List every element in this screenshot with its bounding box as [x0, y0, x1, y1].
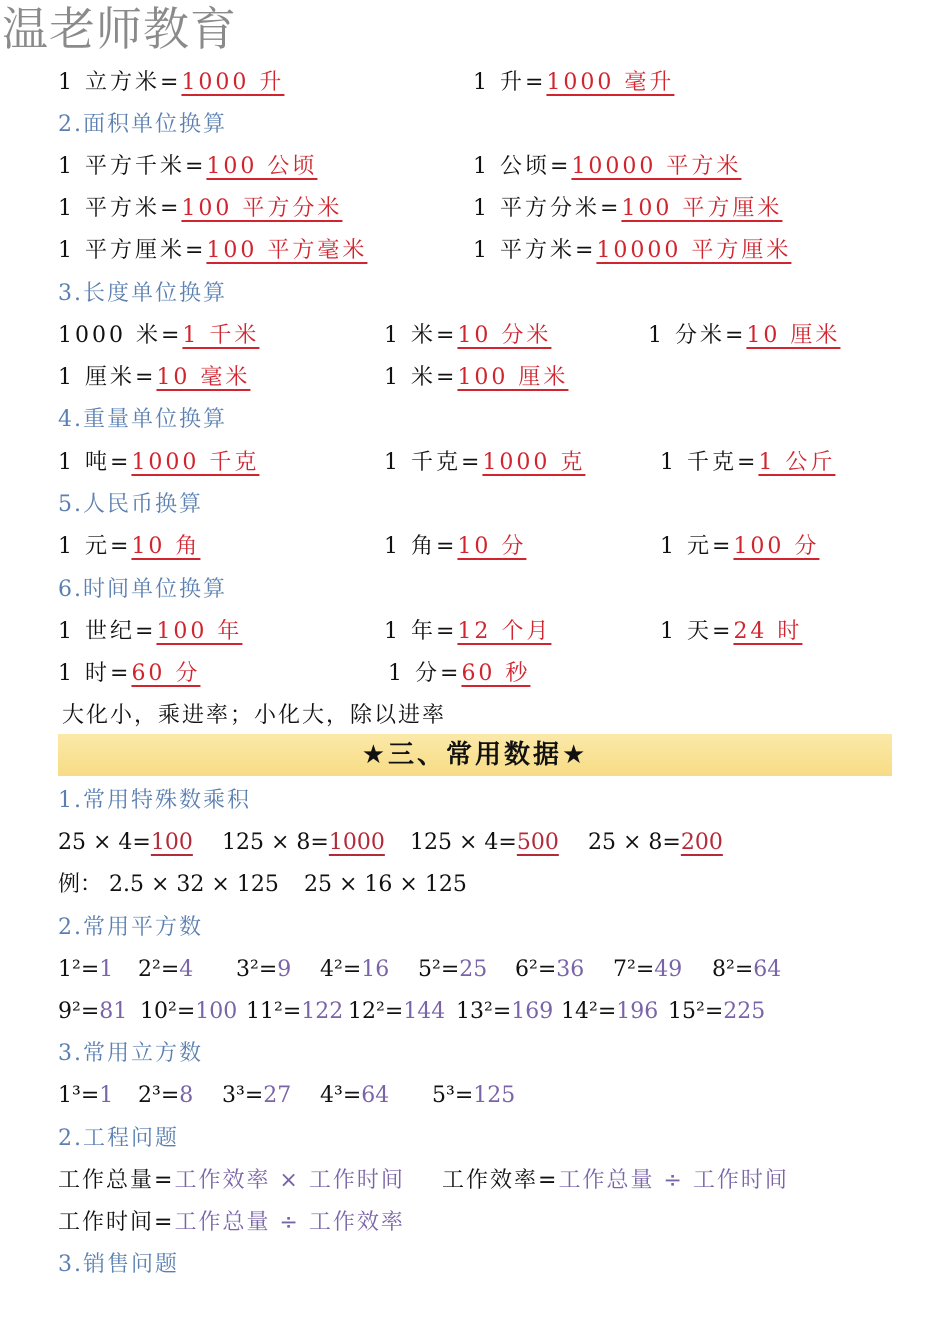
conversion-volume-2: 1 升=1000 毫升	[473, 70, 675, 95]
section-heading-time: 6.时间单位换算	[58, 577, 227, 602]
conversion-time-1: 1 世纪=100 年	[58, 619, 243, 644]
cube-4: 4³=64	[320, 1083, 390, 1108]
square-3: 3²=9	[236, 957, 292, 982]
section-heading-sales: 3.销售问题	[58, 1252, 179, 1277]
work-formula-2: 工作效率=工作总量 ÷ 工作时间	[442, 1168, 789, 1193]
square-5: 5²=25	[418, 957, 488, 982]
product-2: 125 × 8=1000	[222, 830, 385, 855]
conversion-area-3: 1 平方米=100 平方分米	[58, 196, 343, 221]
answer: 1000 毫升	[546, 70, 675, 95]
square-1: 1²=1	[58, 957, 114, 982]
section-heading-squares: 2.常用平方数	[58, 915, 203, 940]
conversion-rmb-1: 1 元=10 角	[58, 534, 201, 559]
conversion-rmb-3: 1 元=100 分	[660, 534, 820, 559]
answer: 1000 升	[181, 70, 285, 95]
square-15: 15²=225	[668, 999, 766, 1024]
product-3: 125 × 4=500	[410, 830, 559, 855]
conversion-length-4: 1 厘米=10 毫米	[58, 365, 251, 390]
square-4: 4²=16	[320, 957, 390, 982]
square-7: 7²=49	[613, 957, 683, 982]
conversion-rmb-2: 1 角=10 分	[384, 534, 527, 559]
conversion-area-6: 1 平方米=10000 平方厘米	[473, 238, 792, 263]
cube-3: 3³=27	[222, 1083, 292, 1108]
section-heading-cubes: 3.常用立方数	[58, 1041, 203, 1066]
product-4: 25 × 8=200	[588, 830, 723, 855]
square-9: 9²=81	[58, 999, 128, 1024]
square-8: 8²=64	[712, 957, 782, 982]
section-heading-area: 2.面积单位换算	[58, 112, 227, 137]
square-13: 13²=169	[456, 999, 554, 1024]
cube-1: 1³=1	[58, 1083, 114, 1108]
square-11: 11²=122	[246, 999, 344, 1024]
conversion-area-1: 1 平方千米=100 公顷	[58, 154, 318, 179]
square-12: 12²=144	[348, 999, 446, 1024]
work-formula-3: 工作时间=工作总量 ÷ 工作效率	[58, 1210, 405, 1235]
conversion-rule: 大化小，乘进率；小化大，除以进率	[62, 703, 447, 728]
conversion-area-4: 1 平方分米=100 平方厘米	[473, 196, 783, 221]
conversion-area-2: 1 公顷=10000 平方米	[473, 154, 742, 179]
conversion-area-5: 1 平方厘米=100 平方毫米	[58, 238, 368, 263]
section-heading-rmb: 5.人民币换算	[58, 492, 203, 517]
conversion-weight-2: 1 千克=1000 克	[384, 450, 586, 475]
example-2: 25 × 16 × 125	[304, 872, 467, 897]
cube-5: 5³=125	[432, 1083, 516, 1108]
conversion-length-5: 1 米=100 厘米	[384, 365, 569, 390]
square-10: 10²=100	[140, 999, 238, 1024]
section-banner: ★三、常用数据★	[58, 734, 892, 776]
conversion-length-1: 1000 米=1 千米	[58, 323, 260, 348]
square-14: 14²=196	[561, 999, 659, 1024]
conversion-weight-3: 1 千克=1 公斤	[660, 450, 836, 475]
section-heading-weight: 4.重量单位换算	[58, 407, 227, 432]
conversion-time-3: 1 天=24 时	[660, 619, 803, 644]
watermark-logo: 温老师教育	[2, 2, 237, 56]
product-1: 25 × 4=100	[58, 830, 193, 855]
conversion-weight-1: 1 吨=1000 千克	[58, 450, 260, 475]
conversion-time-2: 1 年=12 个月	[384, 619, 552, 644]
section-heading-products: 1.常用特殊数乘积	[58, 788, 251, 813]
section-heading-length: 3.长度单位换算	[58, 281, 227, 306]
conversion-length-2: 1 米=10 分米	[384, 323, 552, 348]
conversion-time-4: 1 时=60 分	[58, 661, 201, 686]
section-heading-work: 2.工程问题	[58, 1126, 179, 1151]
cube-2: 2³=8	[138, 1083, 194, 1108]
example-label: 例：	[58, 872, 103, 897]
square-2: 2²=4	[138, 957, 194, 982]
conversion-length-3: 1 分米=10 厘米	[648, 323, 841, 348]
conversion-volume-1: 1 立方米=1000 升	[58, 70, 285, 95]
square-6: 6²=36	[515, 957, 585, 982]
conversion-time-5: 1 分=60 秒	[388, 661, 531, 686]
work-formula-1: 工作总量=工作效率 × 工作时间	[58, 1168, 405, 1193]
example-line: 例： 2.5 × 32 × 125	[58, 872, 279, 897]
